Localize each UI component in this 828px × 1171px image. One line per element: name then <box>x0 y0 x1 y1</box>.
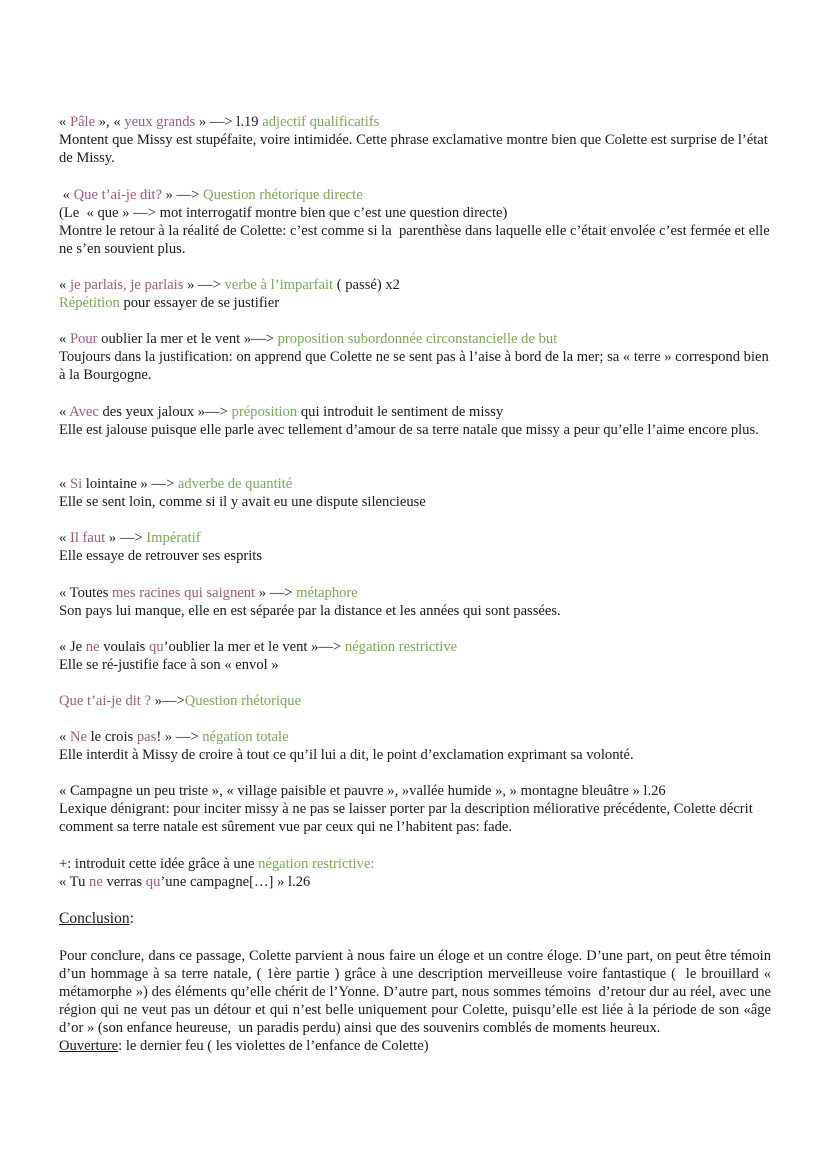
device-label: préposition <box>231 404 298 420</box>
conclusion-paragraph: Pour conclure, dans ce passage, Colette parvient à nous faire un éloge et un contre éloge. D’une part, on peut être témoin d’un hommage à sa terre natale, ( 1ère partie ) grâce à une description merveilleuse voire fantastique ( le brouillard « métamorphe ») des éléments qu’elle chérit de l’Yonne. D’autre part, nous sommes témoins d’retour dur au réel, avec une région qui ne veut pas un détour et qui n’est belle uniquement pour Colette, puisqu’elle est liée à la période de son «âge d’or » (son enfance heureuse, un paradis perdu) ainsi que des souvenirs comblés de moments heureux. <box>59 948 775 1036</box>
quoted-term: Pâle <box>69 114 96 130</box>
quoted-term: Que t’ai-je dit ? <box>59 693 151 709</box>
quote-line: « Il faut » —> Impératif <box>59 530 201 546</box>
explanation: Elle se ré-justifie face à son « envol » <box>59 657 279 673</box>
device-label: proposition subordonnée circonstancielle de but <box>277 331 558 347</box>
annotation-ne-le-crois-pas <box>59 728 771 764</box>
ouverture-line: Ouverture: le dernier feu ( les violettes de l’enfance de Colette) <box>59 1038 429 1054</box>
annotation-question-rhetorique <box>59 692 771 710</box>
quoted-term: yeux grands <box>124 114 196 130</box>
quote-line: « Campagne un peu triste », « village paisible et pauvre », »vallée humide », » montagne bleuâtre » l.26 <box>59 783 666 799</box>
annotation-avec-yeux-jaloux <box>59 403 771 439</box>
annotation-je-parlais <box>59 276 771 312</box>
device-label: négation restrictive <box>344 639 458 655</box>
quoted-term: Avec <box>69 404 99 420</box>
annotation-pale <box>59 113 771 167</box>
quote-line: « Pour oublier la mer et le vent »—> proposition subordonnée circonstancielle de but <box>59 331 558 347</box>
quote-line: « Si lointaine » —> adverbe de quantité <box>59 476 293 492</box>
annotation-si-lointaine <box>59 475 771 511</box>
quoted-term: Il faut <box>69 530 106 546</box>
quote-line: « je parlais, je parlais » —> verbe à l’imparfait ( passé) x2 <box>59 277 400 293</box>
device-label: métaphore <box>296 585 358 601</box>
section-heading: Conclusion: <box>59 910 134 927</box>
quoted-term: Si <box>69 476 83 492</box>
annotation-racines <box>59 584 771 620</box>
quoted-term: qu <box>145 874 161 890</box>
quote-line: « Je ne voulais qu’oublier la mer et le vent »—> négation restrictive <box>59 639 458 655</box>
explanation: Elle est jalouse puisque elle parle avec tellement d’amour de sa terre natale que missy a peur qu’elle l’aime encore plus. <box>59 422 759 438</box>
quote-line: +: introduit cette idée grâce à une négation restrictive: <box>59 856 375 872</box>
quote-line: Que t’ai-je dit ? »—>Question rhétorique <box>59 693 302 709</box>
quote-line: « Pâle », « yeux grands » —> l.19 adjectif qualificatifs <box>59 114 380 130</box>
quoted-term: ne <box>89 874 103 890</box>
quote-line: « Toutes mes racines qui saignent » —> métaphore <box>59 585 358 601</box>
device-label: verbe à l’imparfait <box>224 277 334 293</box>
device-label: Impératif <box>146 530 201 546</box>
explanation: Elle se sent loin, comme si il y avait eu une dispute silencieuse <box>59 494 426 510</box>
device-label: Question rhétorique <box>184 693 302 709</box>
device-label: négation restrictive: <box>258 856 375 872</box>
quote-line: « Avec des yeux jaloux »—> préposition qui introduit le sentiment de missy <box>59 404 504 420</box>
annotation-il-faut <box>59 529 771 565</box>
quote-line: « Que t’ai-je dit? » —> Question rhétorique directe <box>59 187 363 203</box>
explanation: (Le « que » —> mot interrogatif montre bien que c’est une question directe) <box>59 205 508 221</box>
quoted-term: qu <box>149 639 164 655</box>
quoted-term: Ne <box>69 729 87 745</box>
explanation: Montre le retour à la réalité de Colette: c’est comme si la parenthèse dans laquelle elle c’était envolée c’est fermée et elle ne s’en souvient plus. <box>59 223 774 257</box>
explanation: Lexique dénigrant: pour inciter missy à ne pas se laisser porter par la description méliorative précédente, Colette décrit comment sa terre natale est sûrement vue par ceux qui ne l’habitent pas: fade. <box>59 801 757 835</box>
quoted-term: Que t’ai-je dit? <box>73 187 162 203</box>
quoted-term: pas <box>136 729 157 745</box>
quoted-term: ne <box>85 639 100 655</box>
device-label: Question rhétorique directe <box>203 187 363 203</box>
device-label: Répétition <box>59 295 120 311</box>
annotation-je-ne-voulais <box>59 638 771 674</box>
explanation: Toujours dans la justification: on apprend que Colette ne se sent pas à l’aise à bord de la mer; sa « terre » correspond bien à la Bourgogne. <box>59 349 773 383</box>
quoted-term: mes racines qui saignent <box>112 585 256 601</box>
annotation-que-tai-je-dit <box>59 186 774 258</box>
quoted-term: Pour <box>69 331 98 347</box>
explanation: Elle essaye de retrouver ses esprits <box>59 548 263 564</box>
explanation: Montent que Missy est stupéfaite, voire intimidée. Cette phrase exclamative montre bien que Colette est surprise de l’état de Missy. <box>59 132 772 166</box>
explanation: Son pays lui manque, elle en est séparée par la distance et les années qui sont passées. <box>59 603 561 619</box>
annotation-pour-oublier <box>59 330 771 384</box>
conclusion-heading-block <box>59 910 771 928</box>
device-label: adverbe de quantité <box>177 476 293 492</box>
explanation: Répétition pour essayer de se justifier <box>59 295 280 311</box>
quote-line: « Tu ne verras qu’une campagne[…] » l.26 <box>59 874 311 890</box>
ouverture-label: Ouverture <box>59 1038 119 1054</box>
device-label: négation totale <box>202 729 289 745</box>
quote-line: « Ne le crois pas! » —> négation totale <box>59 729 289 745</box>
device-label: adjectif qualificatifs <box>262 114 380 130</box>
annotation-negation-restrictive <box>59 855 771 891</box>
annotation-lexique-denigrant <box>59 782 771 836</box>
conclusion-body <box>59 947 775 1055</box>
quoted-term: je parlais, je parlais <box>69 277 184 293</box>
explanation: Elle interdit à Missy de croire à tout ce qu’il lui a dit, le point d’exclamation exprimant sa volonté. <box>59 747 634 763</box>
conclusion-heading: Conclusion <box>59 910 130 927</box>
